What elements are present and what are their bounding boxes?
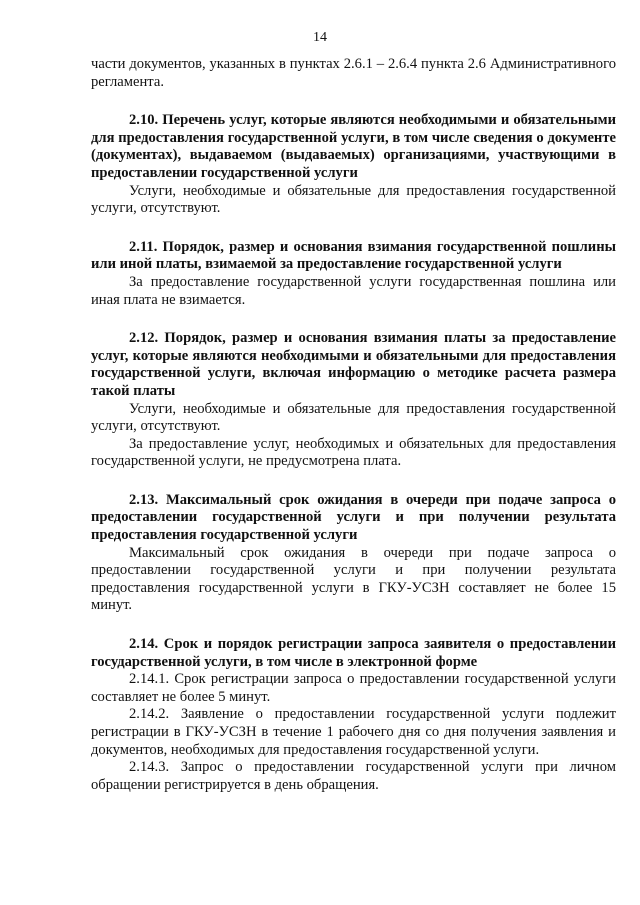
- section-2-10: [91, 112, 616, 218]
- section-paragraph: 2.14.3. Запрос о предоставлении государственной услуги при личном обращении регистрируется в день обращения.: [91, 759, 616, 793]
- section-gap: [91, 471, 616, 492]
- section-gap: [91, 91, 616, 112]
- section-gap: [91, 218, 616, 239]
- section-paragraph: 2.14.2. Заявление о предоставлении государственной услуги подлежит регистрации в ГКУ-УСЗН в течение 1 рабочего дня со дня получения заявления и документов, необходимых для предоставления государственной услуги.: [91, 706, 616, 758]
- section-gap: [91, 309, 616, 330]
- section-paragraph: Услуги, необходимые и обязательные для предоставления государственной услуги, отсутствуют.: [91, 400, 616, 435]
- section-2-13: [91, 492, 616, 615]
- section-paragraph: Максимальный срок ожидания в очереди при подаче запроса о предоставлении государственной услуги и при получении результата предоставления государственной услуги в ГКУ-УСЗН составляет не более 15 минут.: [91, 544, 616, 614]
- section-heading: 2.14. Срок и порядок регистрации запроса заявителя о предоставлении государственной услуги, в том числе в электронной форме: [91, 636, 616, 670]
- document-body: [91, 56, 616, 794]
- intro-paragraph: части документов, указанных в пунктах 2.6.1 – 2.6.4 пункта 2.6 Административного регламента.: [91, 56, 616, 90]
- section-heading: 2.13. Максимальный срок ожидания в очереди при подаче запроса о предоставлении государственной услуги и при получении результата предоставления государственной услуги: [91, 491, 616, 544]
- section-paragraph: За предоставление государственной услуги государственная пошлина или иная плата не взимается.: [91, 273, 616, 308]
- section-paragraph: За предоставление услуг, необходимых и обязательных для предоставления государственной услуги, не предусмотрена плата.: [91, 435, 616, 470]
- section-2-14: [91, 636, 616, 794]
- section-heading: 2.10. Перечень услуг, которые являются необходимыми и обязательными для предоставления государственной услуги, в том числе сведения о документе (документах), выдаваемом (выдаваемых) организациями, участвующими в предоставлении государственной услуги: [91, 112, 616, 181]
- section-2-12: [91, 330, 616, 471]
- page-number: 14: [313, 30, 327, 45]
- section-heading: 2.12. Порядок, размер и основания взимания платы за предоставление услуг, которые являются необходимыми и обязательными для предоставления государственной услуги, включая информацию о методике расчета размера такой платы: [91, 330, 616, 399]
- section-2-11: [91, 239, 616, 309]
- section-heading: 2.11. Порядок, размер и основания взимания государственной пошлины или иной платы, взимаемой за предоставление государственной услуги: [91, 238, 616, 273]
- section-paragraph: 2.14.1. Срок регистрации запроса о предоставлении государственной услуги составляет не более 5 минут.: [91, 671, 616, 705]
- section-gap: [91, 615, 616, 636]
- section-paragraph: Услуги, необходимые и обязательные для предоставления государственной услуги, отсутствуют.: [91, 182, 616, 217]
